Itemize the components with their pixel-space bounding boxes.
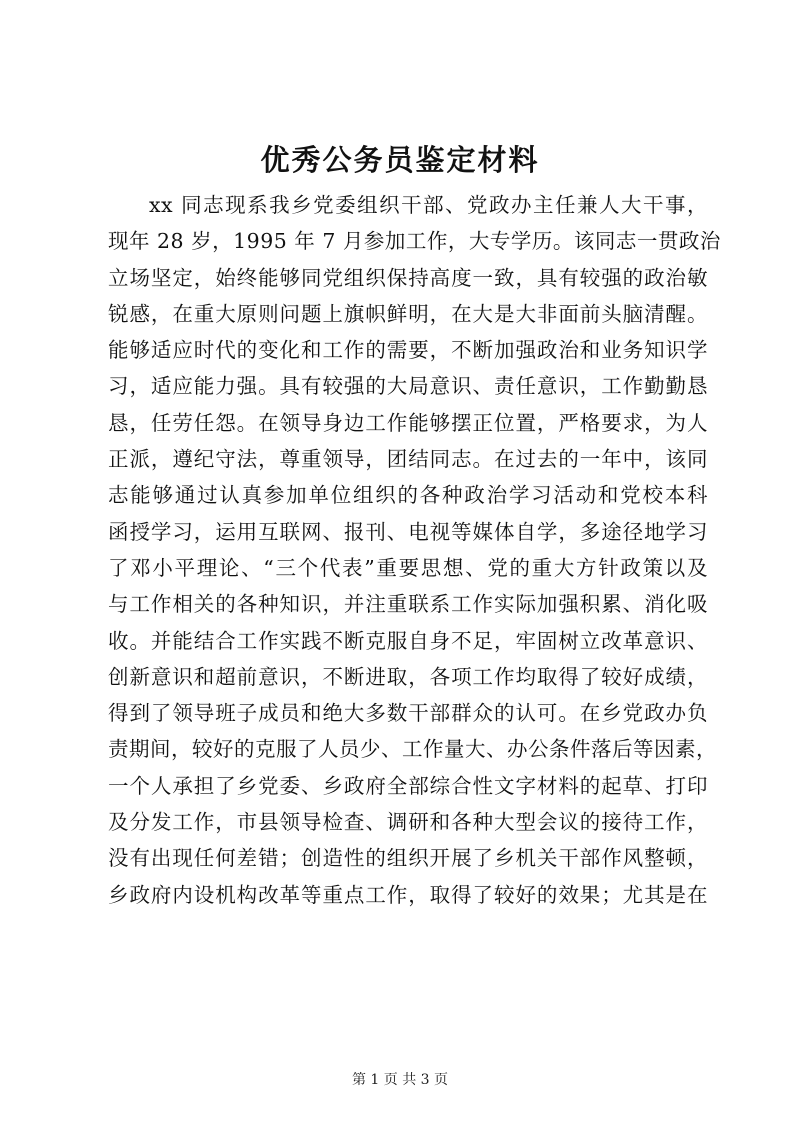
text-line: 一个人承担了乡党委、乡政府全部综合性文字材料的起草、打印 bbox=[108, 773, 708, 798]
text-line: 及分发工作，市县领导检查、调研和各种大型会议的接待工作， bbox=[108, 810, 708, 835]
text-line: 了邓小平理论、“三个代表”重要思想、党的重大方针政策以及 bbox=[108, 555, 708, 580]
document-title: 优秀公务员鉴定材料 bbox=[260, 143, 540, 177]
text-line: 收。并能结合工作实践不断克服自身不足，牢固树立改革意识、 bbox=[108, 628, 708, 653]
text-line: 锐感，在重大原则问题上旗帜鲜明，在大是大非面前头脑清醒。 bbox=[108, 301, 708, 326]
text-line: 没有出现任何差错；创造性的组织开展了乡机关干部作风整顿， bbox=[108, 846, 708, 871]
text-line: 恳，任劳任怨。在领导身边工作能够摆正位置，严格要求，为人 bbox=[108, 410, 708, 435]
text-line: 与工作相关的各种知识，并注重联系工作实际加强积累、消化吸 bbox=[108, 592, 708, 617]
text-line: 正派，遵纪守法，尊重领导，团结同志。在过去的一年中，该同 bbox=[108, 447, 708, 472]
text-line: 乡政府内设机构改革等重点工作，取得了较好的效果；尤其是在 bbox=[108, 882, 708, 907]
text-line: 创新意识和超前意识，不断进取，各项工作均取得了较好成绩， bbox=[108, 664, 708, 689]
text-line: 习，适应能力强。具有较强的大局意识、责任意识，工作勤勤恳 bbox=[108, 374, 708, 399]
text-line: 立场坚定，始终能够同党组织保持高度一致，具有较强的政治敏 bbox=[108, 265, 708, 290]
text-line: 责期间，较好的克服了人员少、工作量大、办公条件落后等因素， bbox=[108, 737, 717, 762]
text-line: 函授学习，运用互联网、报刊、电视等媒体自学，多途径地学习 bbox=[108, 519, 708, 544]
page-footer: 第 1 页 共 3 页 bbox=[351, 1072, 449, 1088]
text-line: 得到了领导班子成员和绝大多数干部群众的认可。在乡党政办负 bbox=[108, 701, 708, 726]
text-line: xx 同志现系我乡党委组织干部、党政办主任兼人大干事， bbox=[149, 193, 708, 217]
text-line: 能够适应时代的变化和工作的需要，不断加强政治和业务知识学 bbox=[108, 338, 708, 363]
text-line: 现年 28 岁，1995 年 7 月参加工作，大专学历。该同志一贯政治 bbox=[108, 229, 721, 254]
body-paragraph bbox=[108, 187, 721, 913]
text-line: 志能够通过认真参加单位组织的各种政治学习活动和党校本科 bbox=[108, 483, 708, 508]
